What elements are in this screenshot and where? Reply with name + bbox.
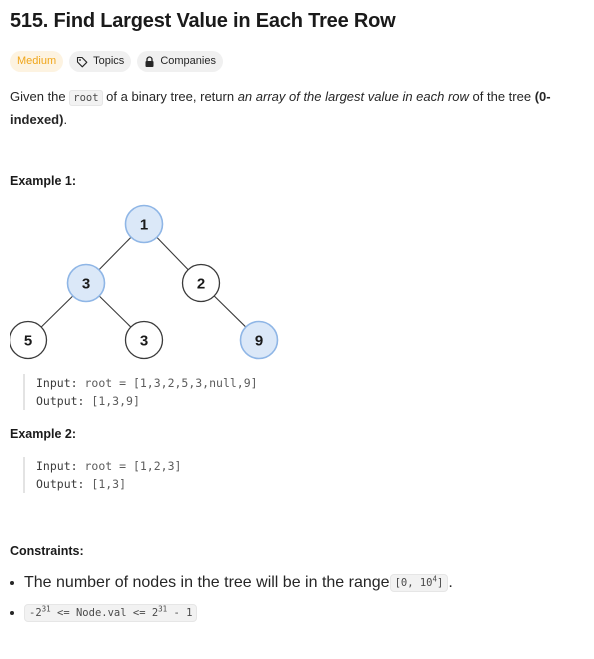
topics-label: Topics (93, 55, 125, 67)
page-title: 515. Find Largest Value in Each Tree Row (10, 10, 396, 32)
tree-node-label: 9 (254, 332, 264, 350)
lock-icon (144, 56, 155, 68)
bullet (10, 611, 14, 615)
desc-text: . (63, 112, 68, 127)
tag-icon (76, 56, 88, 68)
desc-text: Given the (10, 89, 70, 104)
constraint-item (10, 604, 197, 622)
bullet (10, 581, 14, 585)
example-2-input (36, 457, 181, 475)
desc-bold: (0-indexed) (10, 89, 551, 127)
tree-node-label: 3 (139, 332, 149, 350)
desc-text: of the tree (468, 89, 535, 104)
example-2-block (23, 457, 181, 493)
example-1-tree-diagram (10, 200, 300, 370)
output-label: Output: (36, 394, 85, 408)
constraint-text: The number of nodes in the tree will be in the range (24, 574, 390, 591)
tag-row (10, 51, 223, 72)
output-label: Output: (36, 477, 85, 491)
input-value: root = [1,2,3] (84, 459, 182, 473)
constraint-item (10, 574, 453, 592)
example-1-block (23, 374, 258, 410)
output-value: [1,3,9] (91, 394, 140, 408)
inline-code-root: root (69, 90, 102, 106)
example-1-output (36, 392, 258, 410)
input-value: root = [1,3,2,5,3,null,9] (84, 376, 258, 390)
problem-description (10, 86, 570, 130)
difficulty-badge (10, 51, 63, 72)
constraint-code (24, 604, 197, 622)
code-part: - 1 (167, 607, 193, 619)
code-exponent: 31 (41, 604, 51, 614)
tree-node-label: 5 (23, 332, 33, 350)
example-1-input (36, 374, 258, 392)
constraint-code (390, 574, 449, 592)
desc-text: of a binary tree, return (102, 89, 238, 104)
code-part: -2 (29, 607, 42, 619)
companies-label: Companies (160, 55, 216, 67)
topics-button[interactable] (69, 51, 131, 72)
output-value: [1,3] (91, 477, 127, 491)
desc-emphasis: an array of the largest value in each row (237, 89, 469, 104)
code-part: ] (437, 577, 444, 589)
code-exponent: 4 (432, 574, 438, 584)
companies-button[interactable] (137, 51, 223, 72)
tree-node-label: 1 (139, 216, 149, 234)
input-label: Input: (36, 376, 78, 390)
input-label: Input: (36, 459, 78, 473)
constraints-heading: Constraints: (10, 544, 84, 558)
code-part: [0, 10 (394, 577, 433, 589)
constraint-text: . (448, 574, 453, 591)
difficulty-label: Medium (17, 55, 57, 67)
example-2-heading: Example 2: (10, 427, 77, 441)
code-exponent: 31 (158, 604, 168, 614)
example-2-output (36, 475, 181, 493)
example-1-heading: Example 1: (10, 174, 77, 188)
tree-node-label: 2 (196, 275, 206, 293)
code-part: <= Node.val <= 2 (50, 607, 159, 619)
tree-node-label: 3 (81, 275, 91, 293)
